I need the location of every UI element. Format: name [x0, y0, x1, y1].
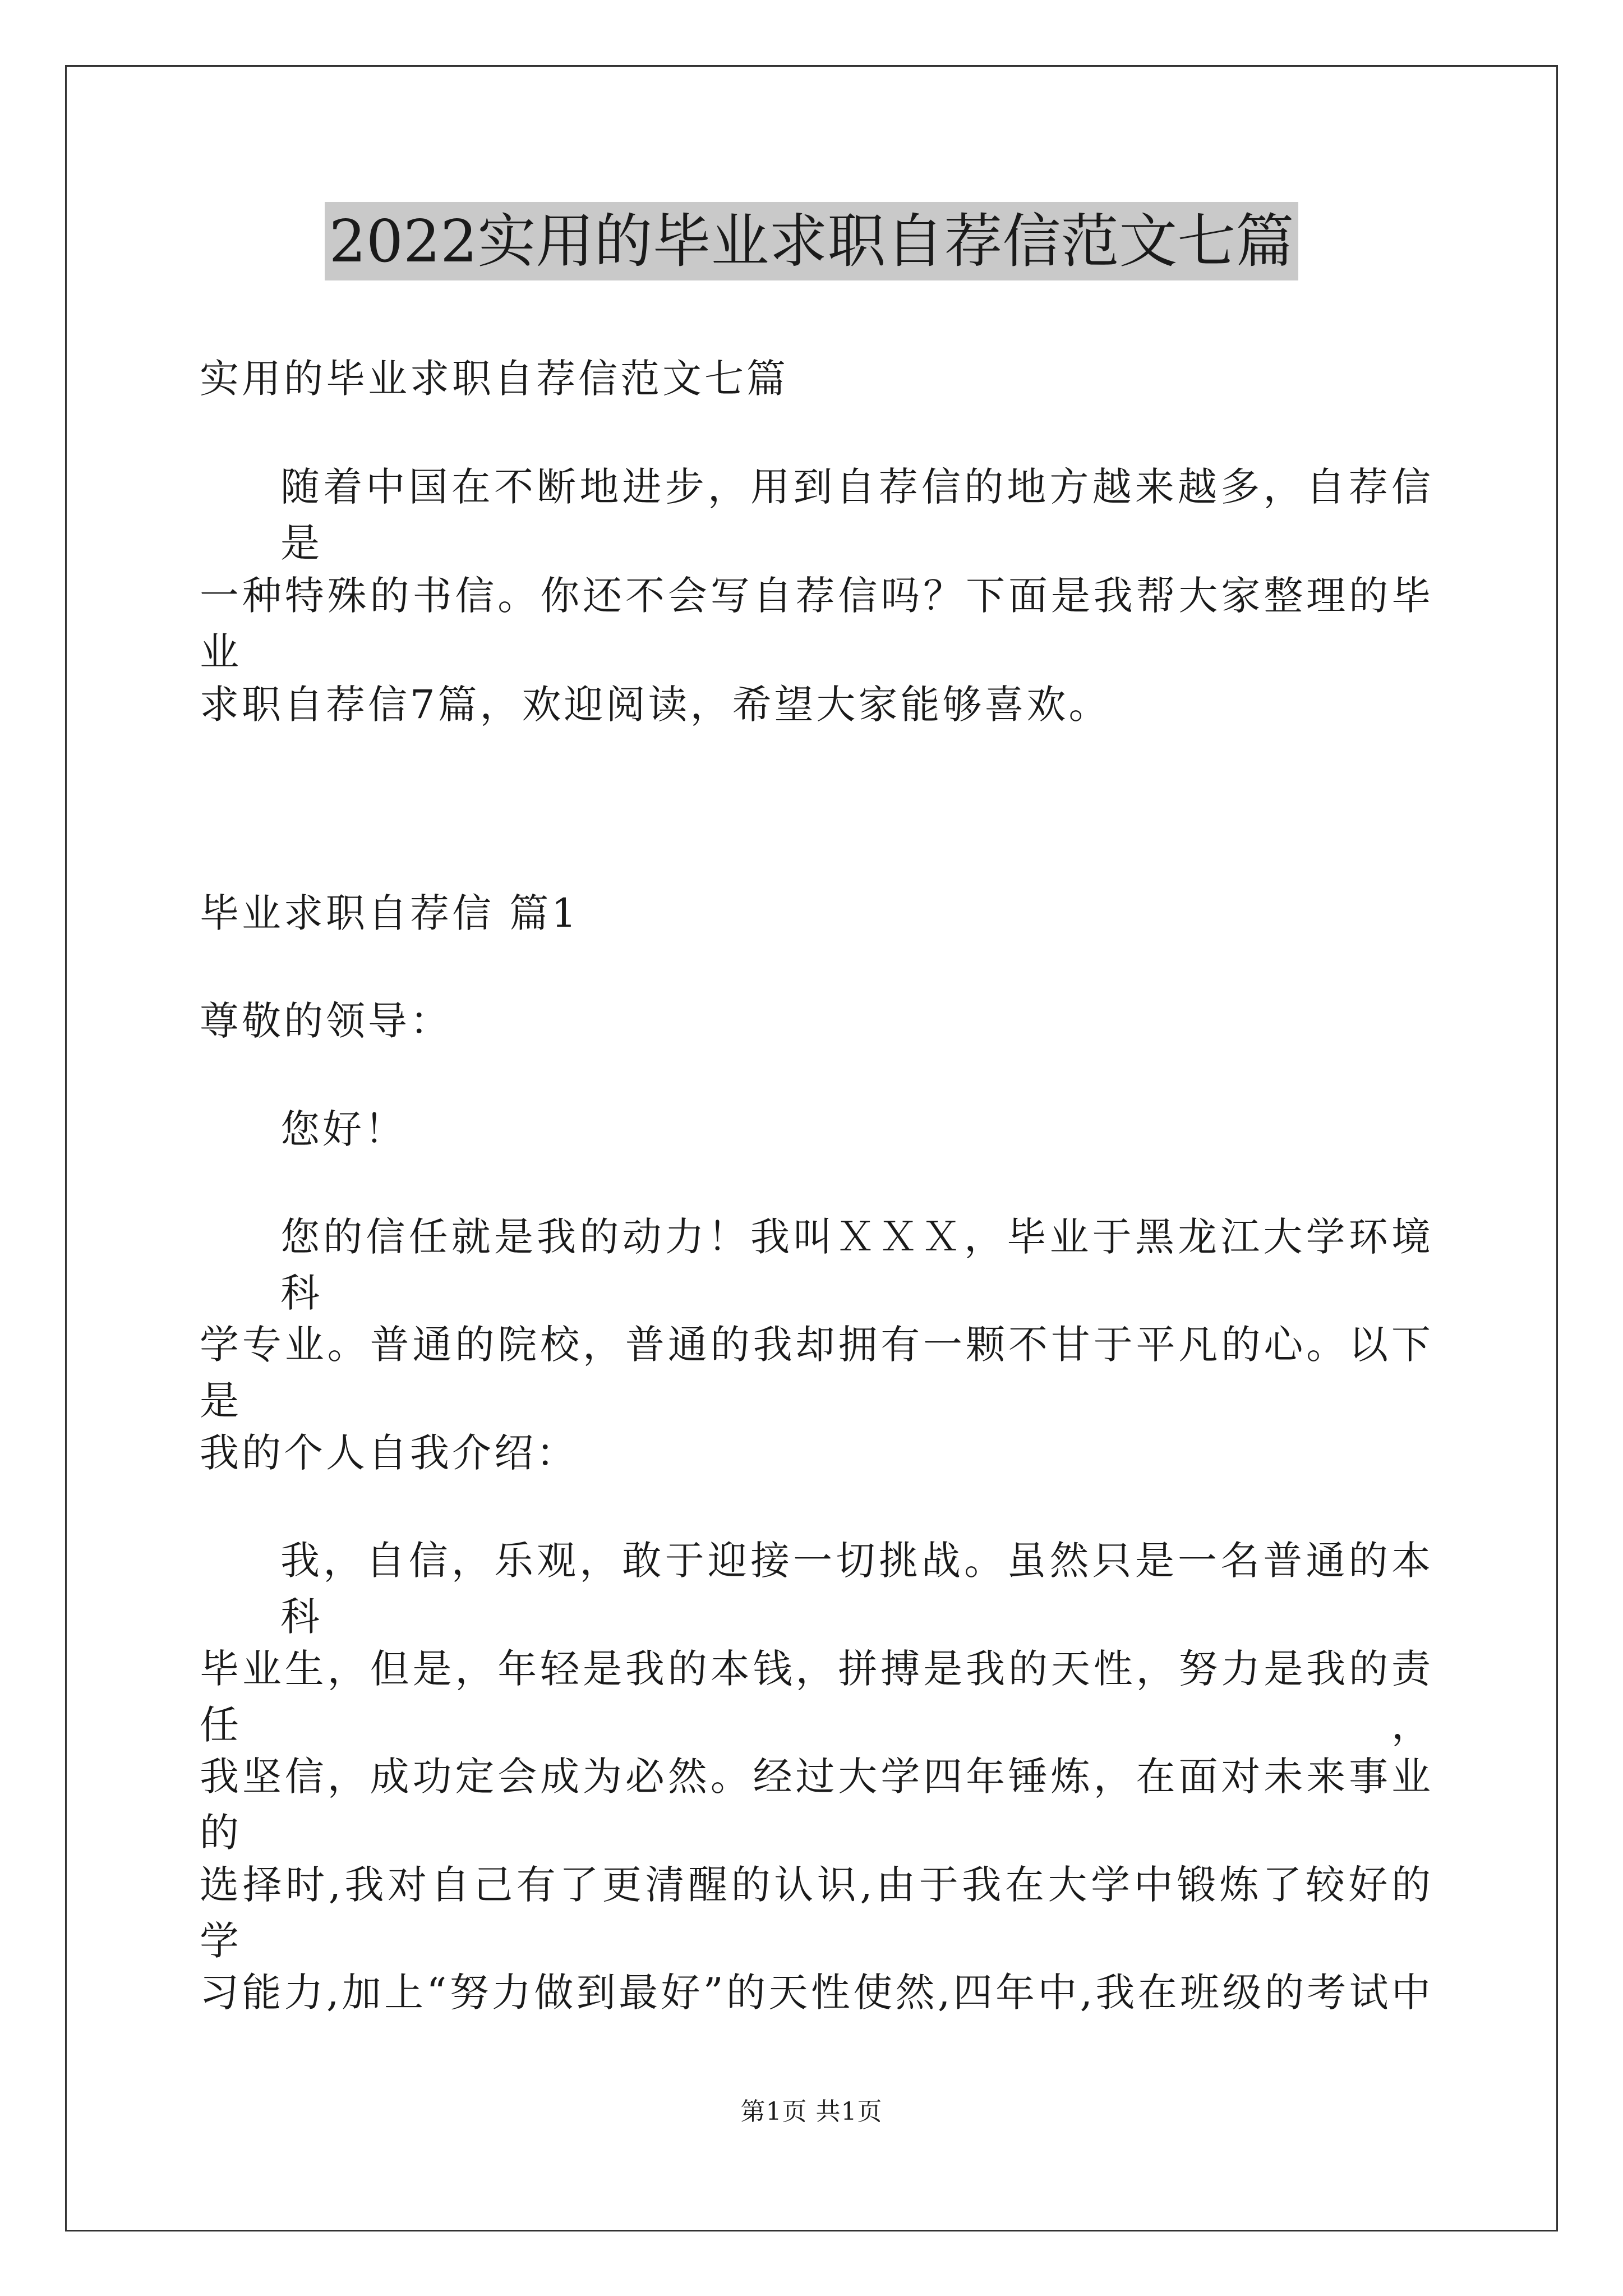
page-footer: 第1页 共1页 [740, 2097, 883, 2126]
paragraph-line: 学专业。普通的院校，普通的我却拥有一颗不甘于平凡的心。以下是 [200, 1322, 1433, 1424]
paragraph-line: 习能力,加上“努力做到最好”的天性使然,四年中,我在班级的考试中 [200, 1970, 1433, 2016]
paragraph-line: 我的个人自我介绍： [200, 1430, 578, 1476]
salutation-line: 尊敬的领导： [200, 998, 452, 1044]
paragraph-line: 一种特殊的书信。你还不会写自荐信吗？下面是我帮大家整理的毕业 [200, 573, 1433, 675]
title-area [0, 202, 1623, 280]
paragraph-line: 求职自荐信7篇，欢迎阅读，希望大家能够喜欢。 [200, 682, 1111, 728]
greeting-line: 您好！ [280, 1106, 407, 1152]
document-title: 2022实用的毕业求职自荐信范文七篇 [325, 202, 1299, 280]
paragraph-line: 随着中国在不断地进步，用到自荐信的地方越来越多，自荐信是 [280, 464, 1433, 566]
paragraph-line: 我坚信，成功定会成为必然。经过大学四年锤炼，在面对未来事业的 [200, 1754, 1433, 1856]
paragraph-line: 我，自信，乐观，敢于迎接一切挑战。虽然只是一名普通的本科 [280, 1538, 1433, 1640]
paragraph-line: 毕业生，但是，年轻是我的本钱，拼搏是我的天性，努力是我的责任， [200, 1646, 1433, 1748]
paragraph-line: 您的信任就是我的动力！我叫ＸＸＸ，毕业于黑龙江大学环境科 [280, 1214, 1433, 1316]
subtitle-line: 实用的毕业求职自荐信范文七篇 [200, 356, 789, 402]
paragraph-line: 选择时,我对自己有了更清醒的认识,由于我在大学中锻炼了较好的学 [200, 1862, 1433, 1964]
section-heading: 毕业求职自荐信 篇1 [200, 890, 579, 936]
